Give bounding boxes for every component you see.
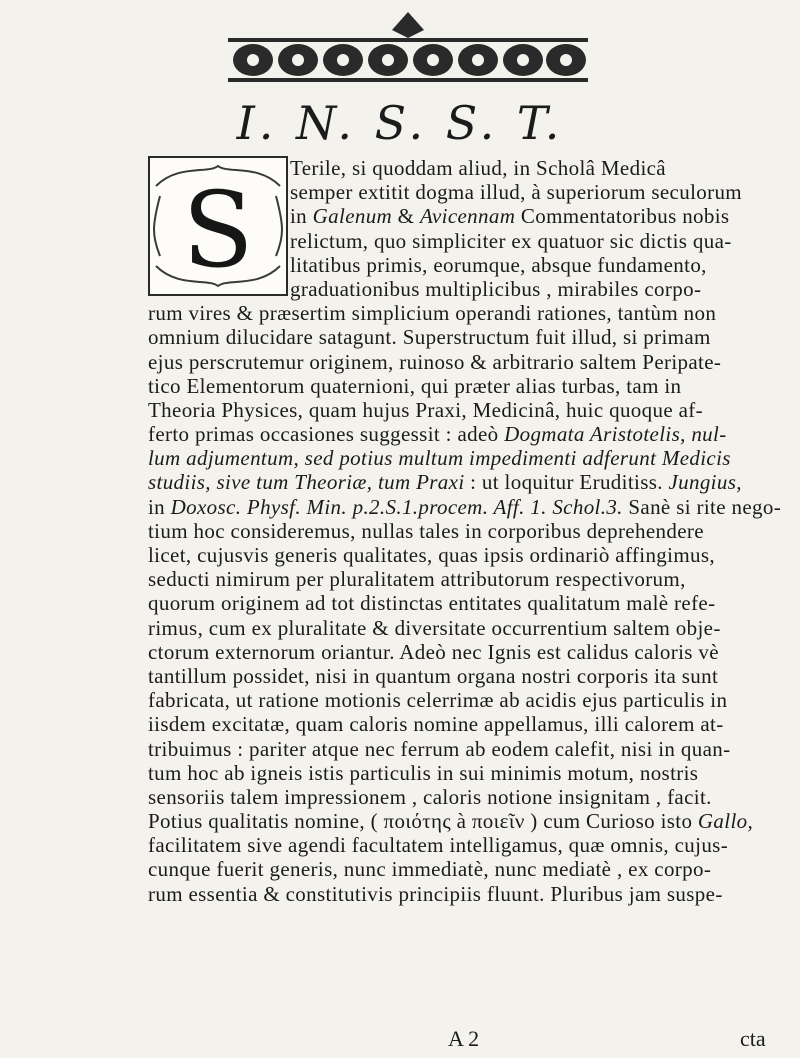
footer-line [0, 1026, 800, 1056]
text-line: sensoriis talem impressionem , caloris notione insignitam , facit. [148, 784, 712, 809]
text-line: facilitatem sive agendi facultatem intelligamus, quæ omnis, cujus- [148, 833, 729, 858]
text-line: rum vires & præsertim simplicium operandi rationes, tantùm non [148, 301, 717, 326]
text-line: omnium dilucidare satagunt. Superstructum fuit illud, si primam [148, 325, 711, 350]
text-line: studiis, sive tum Theoriæ, tum Praxi : ut loquitur Eruditiss. Jungius, [148, 470, 742, 495]
initial-letter: S [182, 169, 254, 291]
text-line: ctorum externorum oriantur. Adeò nec Ignis est calidus caloris vè [148, 639, 719, 664]
text-line: semper extitit dogma illud, à superiorum seculorum [290, 180, 742, 205]
text-line: cunque fuerit generis, nunc immediatè, nunc mediatè , ex corpo- [148, 857, 712, 882]
running-title: I. N. S. S. T. [236, 96, 564, 150]
text-line: Potius qualitatis nomine, ( ποιότης à ποιεῖν ) cum Curioso isto Gallo, [148, 809, 754, 834]
text-line: licet, cujusvis generis qualitates, quas ipsis ordinariò affingimus, [148, 543, 715, 567]
text-line: quorum originem ad tot distinctas entitates qualitatum malè refe- [148, 591, 716, 616]
text-line: graduationibus multiplicibus , mirabiles corpo- [290, 276, 702, 301]
text-line: fabricata, ut ratione motionis celerrimæ ab acidis ejus particulis in [148, 688, 728, 713]
text-line: tico Elementorum quaternioni, qui præter alias turbas, tam in [148, 373, 682, 398]
text-line: rum essentia & constitutivis principiis fluunt. Pluribus jam suspe- [148, 881, 723, 906]
text-line: ferto primas occasiones suggessit : adeò Dogmata Aristotelis, nul- [148, 422, 727, 447]
text-line: tribuimus : pariter atque nec ferrum ab eodem calefit, nisi in quan- [148, 736, 731, 761]
text-line: Terile, si quoddam aliud, in Scholâ Medicâ [290, 156, 666, 180]
text-line: rimus, cum ex pluralitate & diversitate occurrentium saltem obje- [148, 615, 721, 640]
signature-mark: A 2 [448, 1026, 480, 1051]
text-line: Theoria Physices, quam hujus Praxi, Medicinâ, huic quoque af- [148, 397, 703, 422]
text-line: tum hoc ab igneis istis particulis in sui minimis motum, nostris [148, 760, 699, 785]
text-line: tantillum possidet, nisi in quantum organa nostri corporis ita sunt [148, 663, 719, 688]
text-line: in Galenum & Avicennam Commentatoribus nobis [290, 204, 730, 229]
text-line: ejus perscrutemur originem, ruinoso & arbitrario saltem Peripate- [148, 349, 722, 374]
catchword: cta [740, 1026, 766, 1051]
body-text [148, 156, 788, 906]
headpiece-ornament [228, 8, 588, 96]
text-line: litatibus primis, eorumque, absque fundamento, [290, 252, 707, 277]
text-line: tium hoc consideremus, nullas tales in corporibus deprehendere [148, 518, 704, 543]
text-line: relictum, quo simpliciter ex quatuor sic dictis qua- [290, 228, 732, 253]
text-line: seducti nimirum per pluralitatem attributorum respectivorum, [148, 567, 686, 592]
text-line: in Doxosc. Physf. Min. p.2.S.1.procem. Aff. 1. Schol.3. Sanè si rite nego- [148, 494, 782, 519]
text-line: iisdem excitatæ, quam caloris nomine appellamus, illi calorem at- [148, 712, 724, 737]
text-line: lum adjumentum, sed potius multum impedimenti adferunt Medicis [148, 446, 731, 471]
